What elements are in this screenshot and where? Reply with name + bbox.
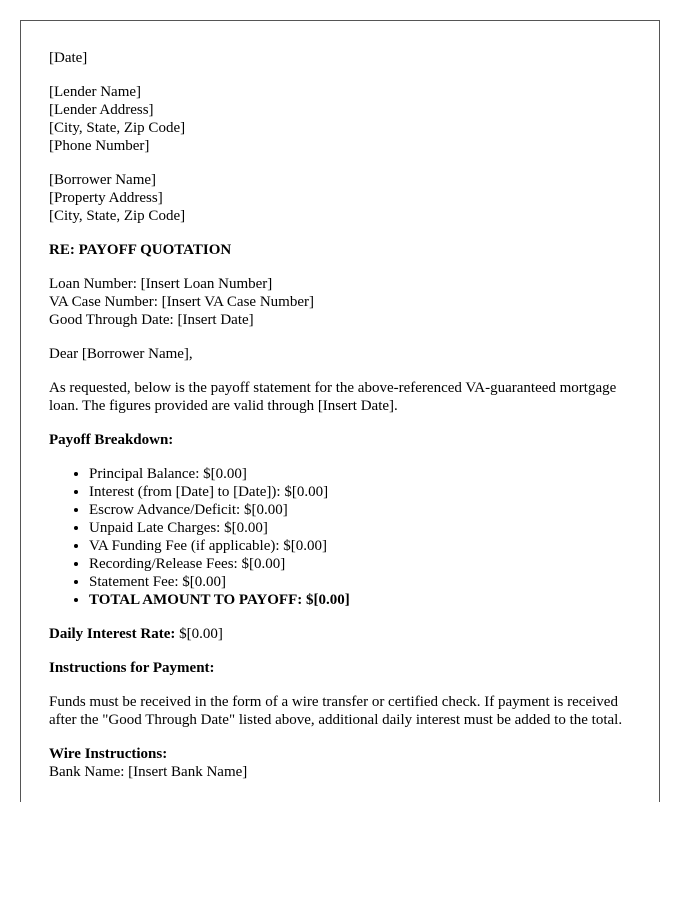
total-payoff-item: • TOTAL AMOUNT TO PAYOFF: $[0.00] — [89, 591, 631, 609]
re-line: RE: PAYOFF QUOTATION — [49, 242, 232, 258]
daily-interest-value: $[0.00] — [179, 626, 223, 642]
payoff-breakdown-list — [49, 465, 631, 609]
intro-paragraph: As requested, below is the payoff statement for the above-referenced VA-guaranteed mortgage loan. The figures provided are valid through [Insert Date]. — [49, 380, 617, 414]
lender-name: [Lender Name] — [49, 84, 142, 100]
list-item: • Principal Balance: $[0.00] — [89, 465, 631, 483]
lender-phone: [Phone Number] — [49, 138, 150, 154]
property-address: [Property Address] — [49, 190, 163, 206]
va-case-number: VA Case Number: [Insert VA Case Number] — [49, 294, 314, 310]
lender-city-state-zip: [City, State, Zip Code] — [49, 120, 186, 136]
list-item: • Recording/Release Fees: $[0.00] — [89, 555, 631, 573]
payment-instructions: Funds must be received in the form of a wire transfer or certified check. If payment is received after the "Good Through Date" listed above, additional daily interest must be added to the total. — [49, 694, 623, 728]
payment-heading: Instructions for Payment: — [49, 660, 215, 676]
lender-address-block — [49, 83, 631, 155]
bank-name: Bank Name: [Insert Bank Name] — [49, 764, 248, 780]
loan-number: Loan Number: [Insert Loan Number] — [49, 276, 273, 292]
borrower-address-block — [49, 171, 631, 225]
letter-date: [Date] — [49, 50, 88, 66]
payment-heading-block — [49, 659, 631, 677]
daily-interest-label: Daily Interest Rate: — [49, 626, 176, 642]
list-item: • Interest (from [Date] to [Date]): $[0.00] — [89, 483, 631, 501]
loan-info-block — [49, 275, 631, 329]
list-item: • Statement Fee: $[0.00] — [89, 573, 631, 591]
list-item: • Escrow Advance/Deficit: $[0.00] — [89, 501, 631, 519]
breakdown-heading-block — [49, 431, 631, 449]
letter-page — [20, 20, 660, 802]
re-line-block — [49, 241, 631, 259]
wire-block — [49, 745, 631, 781]
borrower-city-state-zip: [City, State, Zip Code] — [49, 208, 186, 224]
lender-address: [Lender Address] — [49, 102, 154, 118]
wire-heading: Wire Instructions: — [49, 746, 168, 762]
borrower-name: [Borrower Name] — [49, 172, 157, 188]
salutation-block — [49, 345, 631, 363]
list-item: • VA Funding Fee (if applicable): $[0.00] — [89, 537, 631, 555]
date-block — [49, 49, 631, 67]
daily-interest-block — [49, 625, 631, 643]
salutation: Dear [Borrower Name], — [49, 346, 193, 362]
breakdown-heading: Payoff Breakdown: — [49, 432, 174, 448]
list-item: • Unpaid Late Charges: $[0.00] — [89, 519, 631, 537]
good-through-date: Good Through Date: [Insert Date] — [49, 312, 254, 328]
